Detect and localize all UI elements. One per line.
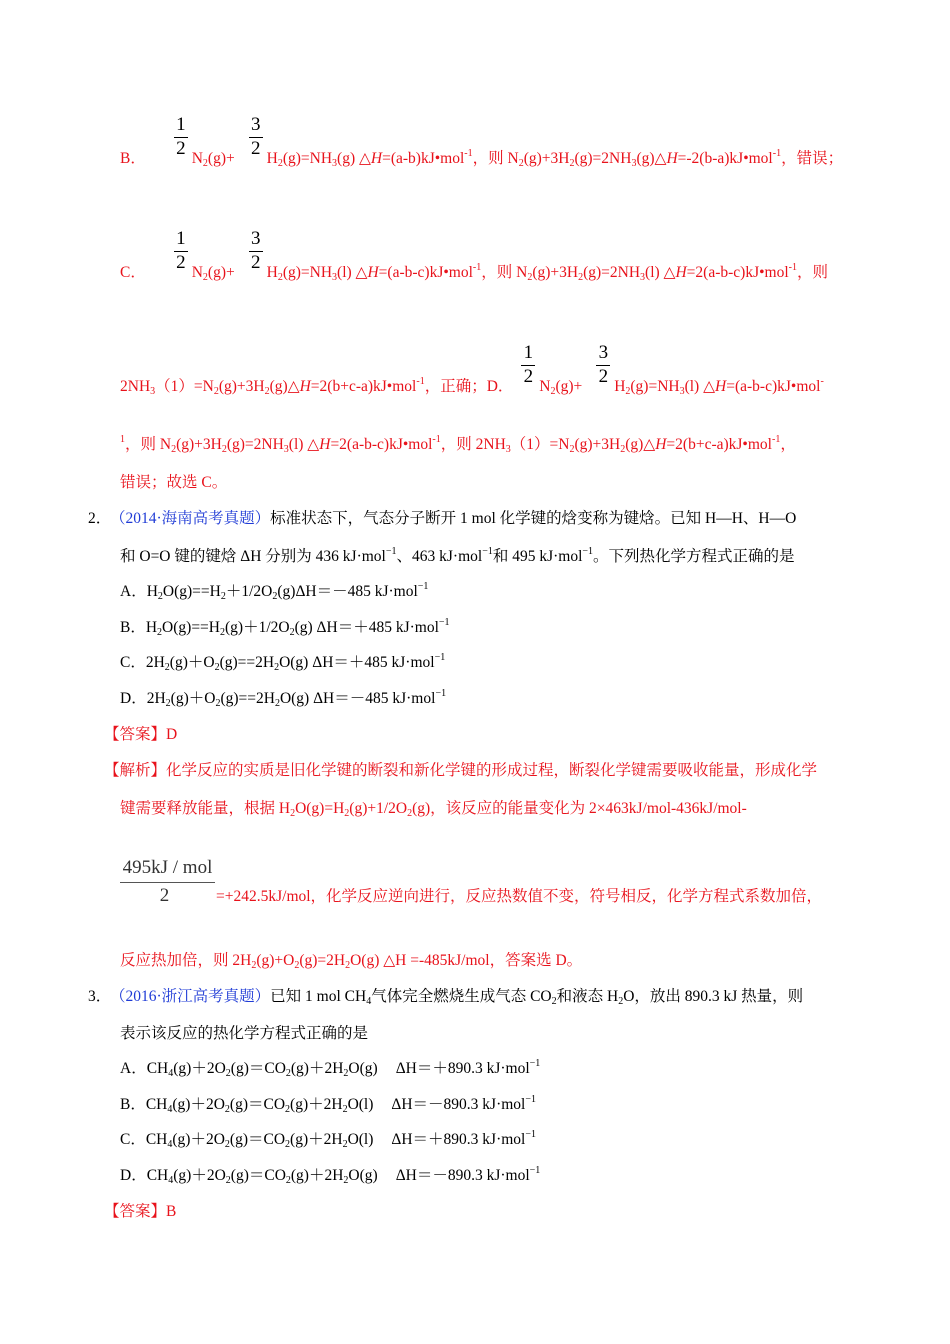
fraction-denominator: 2 bbox=[159, 885, 170, 906]
q3-answer: 【答案】B bbox=[104, 1203, 177, 1220]
q2-analysis-line-3: =+242.5kJ/mol，化学反应逆向进行，反应热数值不变，符号相反，化学方程式系数加倍， bbox=[216, 888, 823, 905]
q2-stem-line-2: 和 O=O 键的键焓 ΔH 分别为 436 kJ·mol$^{-1}$、463 kJ·mol$^{-1}$和 495 kJ·mol$^{-1}$。下列热化学方程式正确的是 bbox=[120, 546, 795, 565]
fraction-numerator: 495kJ / mol bbox=[122, 857, 213, 878]
q2-answer: 【答案】D bbox=[104, 726, 178, 743]
fraction-one-half: $\frac{1}{2}$ bbox=[521, 371, 535, 391]
q3-option-c[interactable]: C．$CH_4(g)+2O_2(g)=CO_2(g)+2H_2O(l)$ ΔH＝＋890.3 kJ·mol$^{-1}$ bbox=[120, 1129, 536, 1150]
fraction-one-half: $\frac{1}{2}$ bbox=[174, 143, 188, 163]
q2-analysis-line-1: 【解析】化学反应的实质是旧化学键的断裂和新化学键的形成过程，断裂化学键需要吸收能量，形成化学 bbox=[104, 762, 818, 779]
q1-line-3: $2NH_3(1)=N_2(g)+3H_2(g)\triangle H=2(b+c-a)kJ•mol^{-1}$，正确；D． $\frac{1}{2}$ $N_2(g)+$ $\frac{3}{2}$ $H_2(g)=NH_3(l)$ △H=(a-b-c)kJ•mol- bbox=[120, 342, 824, 397]
q1-line-4: $^1$，则 $N_2(g)+3H_2(g)=2NH_3(l)$ △H=2(a-b-c)kJ•mol$^{-1}$，则 $2NH_3(1)=N_2(g)+3H_2(g)\triangle H=2(b+c-a)kJ•mol^{-1}$， bbox=[120, 434, 796, 455]
q2-option-c[interactable]: C．$2H_2(g)+O_2(g)==2H_2O(g)$ ΔH＝＋485 kJ·mol$^{-1}$ bbox=[120, 652, 446, 673]
q2-option-b[interactable]: B．$H_2O(g)==H_2(g)+1/2O_2(g)$ ΔH＝＋485 kJ·mol$^{-1}$ bbox=[120, 617, 450, 638]
q2-number: 2． bbox=[88, 510, 112, 527]
q3-source: （2016·浙江高考真题） bbox=[110, 988, 271, 1005]
q1-option-b: B． $\frac{1}{2}$ $N_2(g)+$ $\frac{3}{2}$ $H_2(g)=NH_3(g)$ △H=(a-b)kJ•mol$^{-1}$，则 $N_2(g)+3H_2(g)=2NH_3(g)\triangle H=-2(b-a)kJ•mol^{-1}$，错误； bbox=[120, 114, 844, 169]
fraction-three-halves: $\frac{3}{2}$ bbox=[249, 257, 263, 277]
fraction-495-over-2 bbox=[120, 856, 215, 909]
q3-option-d[interactable]: D．$CH_4(g)+2O_2(g)=CO_2(g)+2H_2O(g)$ ΔH＝－890.3 kJ·mol$^{-1}$ bbox=[120, 1165, 541, 1186]
fraction-three-halves: $\frac{3}{2}$ bbox=[249, 143, 263, 163]
q2-option-d[interactable]: D．$2H_2(g)+O_2(g)==2H_2O(g)$ ΔH＝－485 kJ·mol$^{-1}$ bbox=[120, 688, 447, 709]
q2-source: （2014·海南高考真题） bbox=[110, 510, 271, 527]
q3-option-a[interactable]: A．$CH_4(g)+2O_2(g)=CO_2(g)+2H_2O(g)$ ΔH＝＋890.3 kJ·mol$^{-1}$ bbox=[120, 1058, 541, 1079]
q1-conclusion: 错误；故选 C。 bbox=[120, 474, 228, 491]
q3-stem-line-1: （2016·浙江高考真题）已知 1 mol $CH_4$气体完全燃烧生成气态 $CO_2$和液态 $H_2O$，放出 890.3 kJ 热量，则 bbox=[110, 988, 804, 1007]
q3-option-b[interactable]: B．$CH_4(g)+2O_2(g)=CO_2(g)+2H_2O(l)$ ΔH＝－890.3 kJ·mol$^{-1}$ bbox=[120, 1094, 536, 1115]
q3-number: 3． bbox=[88, 988, 112, 1005]
q3-stem-line-2: 表示该反应的热化学方程式正确的是 bbox=[120, 1025, 369, 1042]
q2-stem-line-1: （2014·海南高考真题）标准状态下，气态分子断开 1 mol 化学键的焓变称为键焓。已知 H—H、H—O bbox=[110, 510, 797, 527]
q2-analysis-line-2: 键需要释放能量，根据 $H_2O(g)=H_2(g)+1/2O_2(g)$，该反应的能量变化为 2×463kJ/mol-436kJ/mol- bbox=[120, 800, 747, 819]
q1-option-c: C． $\frac{1}{2}$ $N_2(g)+$ $\frac{3}{2}$ $H_2(g)=NH_3(l)$ △H=(a-b-c)kJ•mol$^{-1}$，则 $N_2(g)+3H_2(g)=2NH_3(l)$ △H=2(a-b-c)kJ•mol$^{-1}$，则 bbox=[120, 228, 828, 283]
q2-analysis-line-4: 反应热加倍，则 $2H_2(g)+O_2(g)=2H_2O(g)$ △H =-485kJ/mol，答案选 D。 bbox=[120, 952, 583, 971]
fraction-one-half: $\frac{1}{2}$ bbox=[174, 257, 188, 277]
fraction-three-halves: $\frac{3}{2}$ bbox=[596, 371, 610, 391]
q2-option-a[interactable]: A．$H_2O(g)==H_2+1/2O_2(g)\Delta H=-485$ kJ·mol$^{-1}$ bbox=[120, 581, 429, 602]
